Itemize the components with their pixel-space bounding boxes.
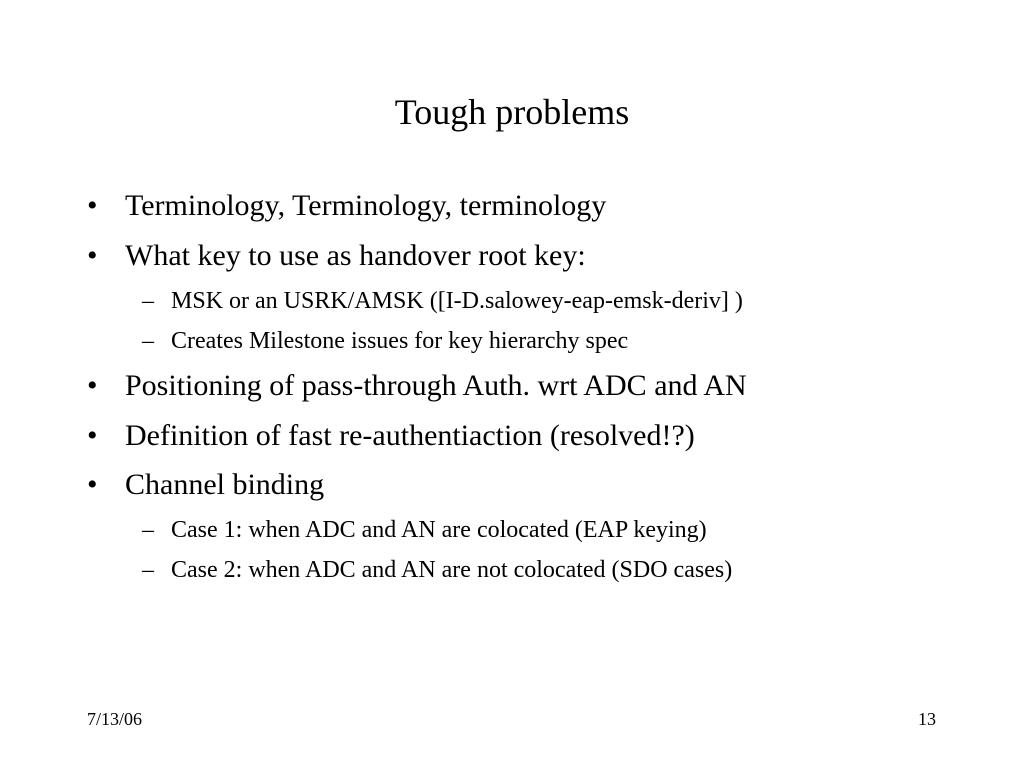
footer-page-number: 13 xyxy=(918,709,936,729)
bullet-text: What key to use as handover root key: xyxy=(125,239,586,272)
footer-date: 7/13/06 xyxy=(87,709,143,729)
bullet-text: Terminology, Terminology, terminology xyxy=(125,189,607,222)
sub-bullet-text: Creates Milestone issues for key hierarchy spec xyxy=(171,328,629,354)
sub-bullet-marker: – xyxy=(142,328,154,354)
bullet-marker: • xyxy=(87,419,98,452)
bullet-marker: • xyxy=(87,468,98,501)
sub-bullet-marker: – xyxy=(142,557,154,583)
slide-title: Tough problems xyxy=(394,92,630,132)
sub-bullet-text: Case 1: when ADC and AN are colocated (EAP keying) xyxy=(171,517,707,543)
sub-bullet-marker: – xyxy=(142,288,154,314)
sub-bullet-text: Case 2: when ADC and AN are not colocated (SDO cases) xyxy=(171,557,733,583)
sub-bullet-text: MSK or an USRK/AMSK ([I-D.salowey-eap-emsk-deriv] ) xyxy=(171,288,743,314)
bullet-marker: • xyxy=(87,369,98,402)
bullet-marker: • xyxy=(87,239,98,272)
sub-bullet-marker: – xyxy=(142,517,154,543)
bullet-text: Positioning of pass-through Auth. wrt ADC and AN xyxy=(125,369,747,402)
bullet-marker: • xyxy=(87,189,98,222)
bullet-text: Channel binding xyxy=(125,468,325,501)
bullet-text: Definition of fast re-authentiaction (resolved!?) xyxy=(125,419,695,452)
